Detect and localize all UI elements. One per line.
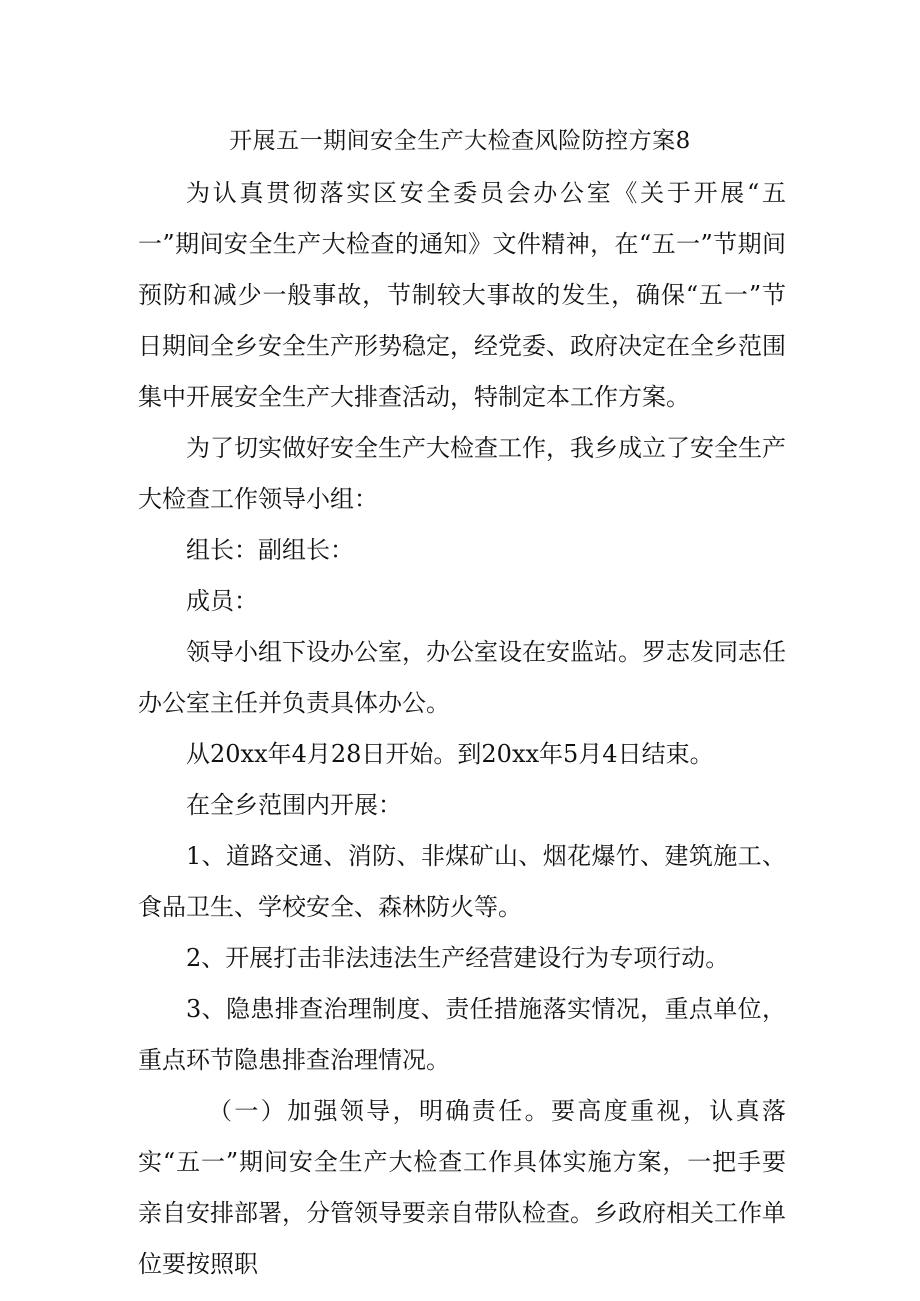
list-item-2: 2、开展打击非法违法生产经营建设行为专项行动。 <box>186 944 730 972</box>
document-body <box>138 168 786 1290</box>
paragraph-intro: 为认真贯彻落实区安全委员会办公室《关于开展“五一”期间安全生产大检查的通知》文件精神，在“五一”节期间预防和减少一般事故，节制较大事故的发生，确保“五一”节日期间全乡安全生产形势稳定，经党委、政府决定在全乡范围集中开展安全生产大排查活动，特制定本工作方案。 <box>138 179 786 411</box>
paragraph-members: 成员： <box>186 587 258 615</box>
paragraph-section-1: （一）加强领导，明确责任。要高度重视，认真落实“五一”期间安全生产大检查工作具体实施方案，一把手要亲自安排部署，分管领导要亲自带队检查。乡政府相关工作单位要按照职 <box>138 1097 786 1278</box>
paragraph-leadership: 为了切实做好安全生产大检查工作，我乡成立了安全生产大检查工作领导小组： <box>138 434 786 513</box>
list-item-1: 1、道路交通、消防、非煤矿山、烟花爆竹、建筑施工、食品卫生、学校安全、森林防火等。 <box>138 842 786 921</box>
paragraph-period: 从20xx年4月28日开始。到20xx年5月4日结束。 <box>186 740 714 768</box>
document-title: 开展五一期间安全生产大检查风险防控方案8 <box>229 128 691 154</box>
paragraph-scope: 在全乡范围内开展： <box>186 791 402 819</box>
list-item-3: 3、隐患排查治理制度、责任措施落实情况，重点单位，重点环节隐患排查治理情况。 <box>138 995 786 1074</box>
paragraph-office: 领导小组下设办公室，办公室设在安监站。罗志发同志任办公室主任并负责具体办公。 <box>138 638 786 717</box>
paragraph-group-leaders: 组长：副组长： <box>186 536 354 564</box>
